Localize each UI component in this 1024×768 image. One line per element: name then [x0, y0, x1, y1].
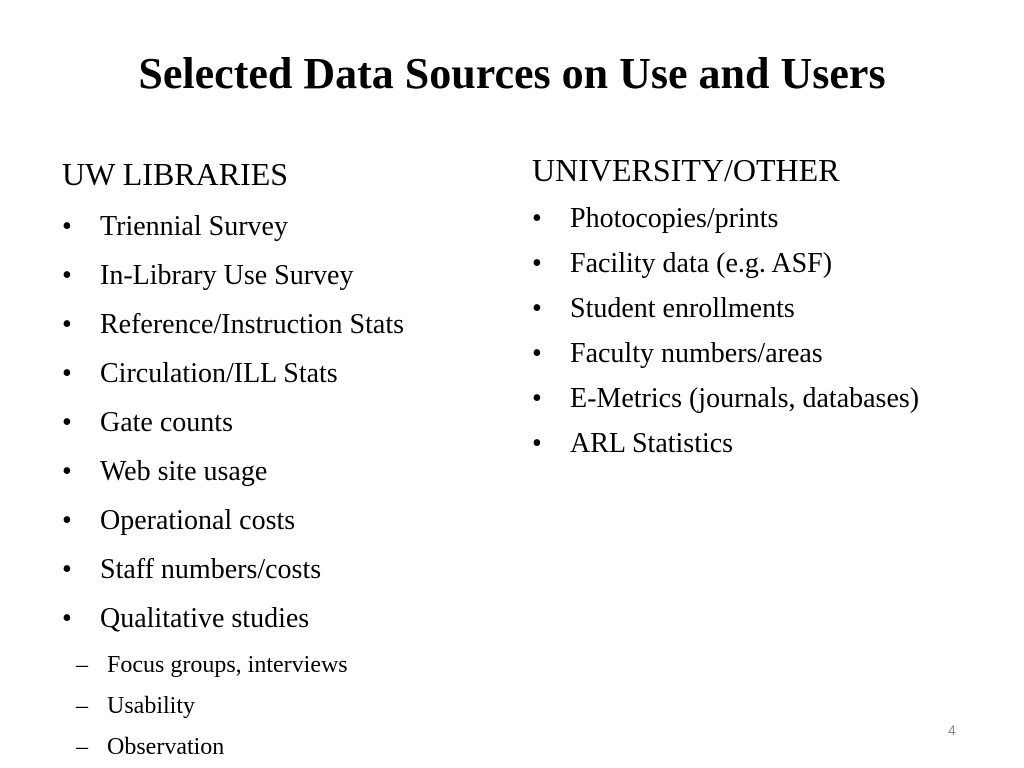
bullet-icon: •: [532, 293, 542, 324]
list-item: [62, 300, 502, 349]
list-item: [62, 545, 502, 594]
list-item-text: Staff numbers/costs: [100, 554, 322, 585]
qualitative-sub-list: [62, 645, 502, 768]
list-item-text: Faculty numbers/areas: [570, 338, 823, 369]
bullet-icon: •: [532, 338, 542, 369]
sub-list-item: [62, 645, 502, 686]
left-column: [62, 152, 502, 768]
list-item: [62, 447, 502, 496]
bullet-icon: •: [62, 407, 72, 438]
list-item: [532, 241, 1012, 286]
list-item: [532, 331, 1012, 376]
list-item-text: Operational costs: [100, 505, 296, 536]
list-item-text: Qualitative studies: [100, 603, 310, 634]
bullet-icon: •: [532, 383, 542, 414]
bullet-icon: •: [62, 505, 72, 536]
bullet-icon: •: [62, 456, 72, 487]
list-item: [532, 196, 1012, 241]
left-column-heading: UW LIBRARIES: [62, 156, 289, 192]
list-item: [62, 202, 502, 251]
list-item-text: Circulation/ILL Stats: [100, 358, 338, 389]
bullet-icon: •: [62, 603, 72, 634]
bullet-icon: •: [62, 211, 72, 242]
page-number: 4: [948, 722, 956, 738]
list-item-text: Student enrollments: [570, 293, 795, 324]
bullet-icon: •: [532, 203, 542, 234]
list-item-text: Gate counts: [100, 407, 233, 438]
bullet-icon: •: [532, 428, 542, 459]
left-bullet-list: [62, 202, 502, 643]
list-item: [532, 421, 1012, 466]
right-bullet-list: [532, 196, 1012, 466]
bullet-icon: •: [62, 358, 72, 389]
dash-icon: –: [76, 693, 88, 719]
sub-list-item: [62, 727, 502, 768]
list-item-text: Reference/Instruction Stats: [100, 309, 405, 340]
bullet-icon: •: [62, 554, 72, 585]
list-item-text: Photocopies/prints: [570, 203, 779, 234]
list-item: [62, 594, 502, 643]
list-item-text: Web site usage: [100, 456, 268, 487]
list-item: [532, 376, 1012, 421]
bullet-icon: •: [62, 309, 72, 340]
dash-icon: –: [76, 652, 88, 678]
bullet-icon: •: [532, 248, 542, 279]
slide-title: Selected Data Sources on Use and Users: [138, 49, 886, 98]
sub-list-item-text: Usability: [107, 693, 195, 719]
list-item-text: Triennial Survey: [100, 211, 288, 242]
list-item: [62, 251, 502, 300]
list-item: [62, 496, 502, 545]
sub-list-item: [62, 686, 502, 727]
list-item: [62, 398, 502, 447]
sub-list-item-text: Focus groups, interviews: [107, 652, 348, 678]
bullet-icon: •: [62, 260, 72, 291]
list-item-text: ARL Statistics: [570, 428, 734, 459]
list-item-text: E-Metrics (journals, databases): [570, 383, 920, 414]
list-item-text: In-Library Use Survey: [100, 260, 354, 291]
right-column: [532, 148, 1012, 466]
list-item: [62, 349, 502, 398]
list-item-text: Facility data (e.g. ASF): [570, 248, 833, 279]
sub-list-item-text: Observation: [107, 734, 225, 760]
list-item: [532, 286, 1012, 331]
dash-icon: –: [76, 734, 88, 760]
right-column-heading: UNIVERSITY/OTHER: [532, 152, 840, 188]
